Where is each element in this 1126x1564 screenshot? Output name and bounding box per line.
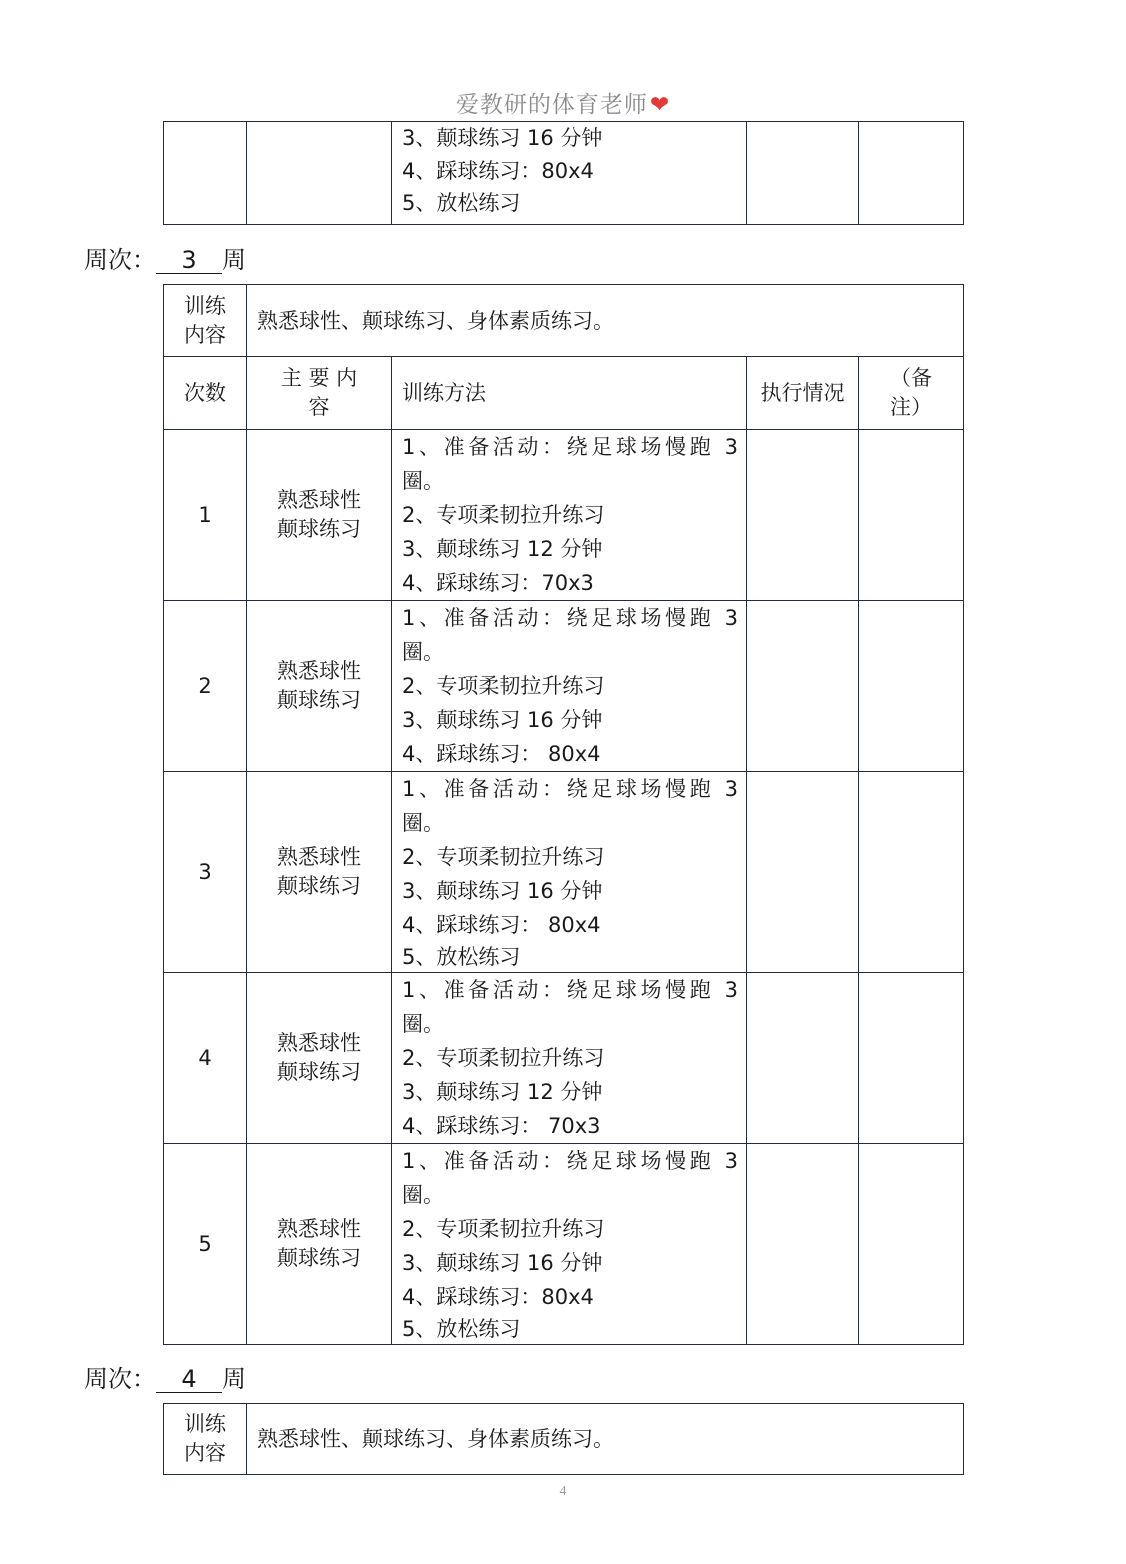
method-line: 2、专项柔韧拉升练习 — [402, 1046, 605, 1070]
week3-table — [163, 284, 964, 1345]
cell-empty — [247, 122, 392, 225]
main-line: 颠球练习 — [277, 874, 361, 898]
method-line: 3、颠球练习 12 分钟 — [402, 537, 603, 561]
method-line: 5、放松练习 — [402, 1317, 521, 1341]
main-line: 颠球练习 — [277, 1246, 361, 1270]
content-text: 熟悉球性、颠球练习、身体素质练习。 — [247, 285, 964, 357]
main-line: 颠球练习 — [277, 517, 361, 541]
content-label: 训练内容 — [164, 1404, 247, 1475]
method-line: 1、准备活动：绕足球场慢跑 3 — [402, 606, 738, 630]
main-line: 颠球练习 — [277, 688, 361, 712]
method-cell — [392, 973, 747, 1144]
execution-cell — [747, 122, 859, 225]
method-line: 圈。 — [402, 1012, 444, 1036]
row-number: 5 — [164, 1144, 247, 1345]
row-main-content — [247, 772, 392, 973]
method-cell — [392, 122, 747, 225]
method-line: 2、专项柔韧拉升练习 — [402, 845, 605, 869]
method-line: 4、踩球练习：80x4 — [402, 159, 594, 183]
week-number: 4 — [156, 1366, 222, 1393]
remarks-cell — [859, 122, 964, 225]
method-line: 圈。 — [402, 811, 444, 835]
remarks-cell — [859, 430, 964, 601]
week-label-suffix: 周 — [222, 246, 246, 274]
table-row — [164, 430, 964, 601]
execution-cell — [747, 601, 859, 772]
row-main-content — [247, 1144, 392, 1345]
method-line: 5、放松练习 — [402, 191, 521, 215]
method-line: 1、准备活动：绕足球场慢跑 3 — [402, 978, 738, 1002]
method-cell — [392, 430, 747, 601]
method-line: 3、颠球练习 16 分钟 — [402, 708, 603, 732]
week-label-prefix: 周次： — [84, 1365, 156, 1393]
remarks-cell — [859, 601, 964, 772]
method-line: 4、踩球练习： 70x3 — [402, 1114, 601, 1138]
table-row — [164, 601, 964, 772]
method-line: 1、准备活动：绕足球场慢跑 3 — [402, 435, 738, 459]
main-line: 熟悉球性 — [277, 845, 361, 869]
content-row — [164, 285, 964, 357]
content-row — [164, 1404, 964, 1475]
method-line: 3、颠球练习 16 分钟 — [402, 1251, 603, 1275]
remarks-cell — [859, 1144, 964, 1345]
method-line: 2、专项柔韧拉升练习 — [402, 503, 605, 527]
execution-cell — [747, 1144, 859, 1345]
method-line: 圈。 — [402, 1183, 444, 1207]
main-line: 熟悉球性 — [277, 1217, 361, 1241]
table-row — [164, 772, 964, 973]
page-number: 4 — [559, 1484, 567, 1499]
table-row — [164, 973, 964, 1144]
week-label — [84, 1359, 246, 1394]
week-label-suffix: 周 — [222, 1365, 246, 1393]
heart-icon: ❤ — [649, 92, 671, 118]
week4-table — [163, 1403, 964, 1475]
method-line: 2、专项柔韧拉升练习 — [402, 1217, 605, 1241]
header-count: 次数 — [164, 357, 247, 430]
method-line: 3、颠球练习 12 分钟 — [402, 1080, 603, 1104]
row-main-content — [247, 601, 392, 772]
week-number: 3 — [156, 247, 222, 274]
method-line: 1、准备活动：绕足球场慢跑 3 — [402, 777, 738, 801]
row-main-content — [247, 973, 392, 1144]
method-cell — [392, 1144, 747, 1345]
header-row — [164, 357, 964, 430]
method-line: 圈。 — [402, 469, 444, 493]
week-label — [84, 240, 246, 275]
method-line: 3、颠球练习 16 分钟 — [402, 879, 603, 903]
main-line: 颠球练习 — [277, 1060, 361, 1084]
main-line: 熟悉球性 — [277, 488, 361, 512]
table-row — [164, 1144, 964, 1345]
method-line: 4、踩球练习：70x3 — [402, 571, 594, 595]
row-number: 2 — [164, 601, 247, 772]
method-line: 4、踩球练习： 80x4 — [402, 913, 601, 937]
row-number: 3 — [164, 772, 247, 973]
cell-empty — [164, 122, 247, 225]
method-line: 圈。 — [402, 640, 444, 664]
method-line: 3、颠球练习 16 分钟 — [402, 126, 603, 150]
header-execution: 执行情况 — [747, 357, 859, 430]
week-label-prefix: 周次： — [84, 246, 156, 274]
main-line: 熟悉球性 — [277, 1031, 361, 1055]
method-line: 4、踩球练习：80x4 — [402, 1285, 594, 1309]
method-line: 1、准备活动：绕足球场慢跑 3 — [402, 1149, 738, 1173]
execution-cell — [747, 772, 859, 973]
execution-cell — [747, 973, 859, 1144]
header-remarks: （备注） — [859, 357, 964, 430]
method-line: 4、踩球练习： 80x4 — [402, 742, 601, 766]
row-main-content — [247, 430, 392, 601]
main-line: 熟悉球性 — [277, 659, 361, 683]
method-cell — [392, 772, 747, 973]
row-number: 4 — [164, 973, 247, 1144]
page-header — [0, 86, 1126, 119]
method-line: 5、放松练习 — [402, 945, 521, 969]
row-number: 1 — [164, 430, 247, 601]
execution-cell — [747, 430, 859, 601]
content-text: 熟悉球性、颠球练习、身体素质练习。 — [247, 1404, 964, 1475]
header-main-content: 主 要 内 容 — [247, 357, 392, 430]
prev-table-fragment — [163, 121, 964, 225]
content-label: 训练内容 — [164, 285, 247, 357]
header-method: 训练方法 — [392, 357, 747, 430]
remarks-cell — [859, 772, 964, 973]
method-cell — [392, 601, 747, 772]
remarks-cell — [859, 973, 964, 1144]
header-text: 爱教研的体育老师 — [455, 92, 648, 118]
method-line: 2、专项柔韧拉升练习 — [402, 674, 605, 698]
